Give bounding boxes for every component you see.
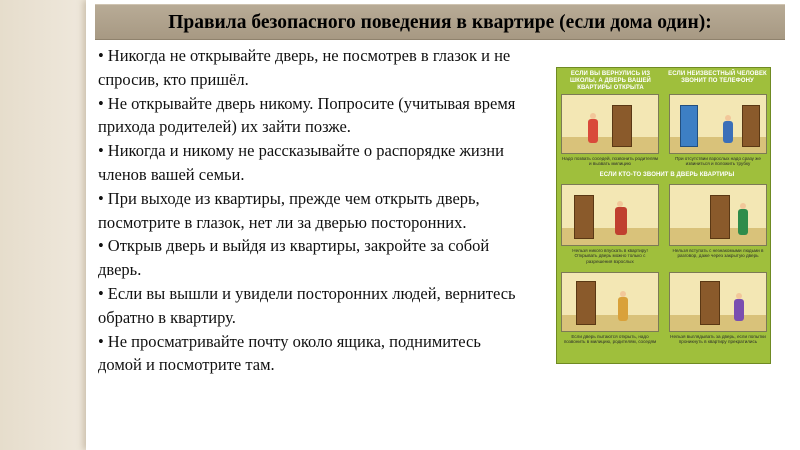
- rule-item: [98, 187, 528, 235]
- bullet-marker: •: [98, 331, 104, 351]
- bullet-marker: •: [98, 283, 104, 303]
- rule-text: Никогда не открывайте дверь, не посмотрев в глазок и не спросив, кто пришёл.: [98, 46, 511, 89]
- rule-item: [98, 92, 528, 140]
- bullet-marker: •: [98, 236, 104, 256]
- poster-header-middle: ЕСЛИ КТО-ТО ЗВОНИТ В ДВЕРЬ КВАРТИРЫ: [599, 172, 735, 178]
- rule-text: При выходе из квартиры, прежде чем открыть дверь, посмотрите в глазок, нет ли за дверью посторонних.: [98, 188, 480, 232]
- poster-caption-3: Нельзя никого впускать в квартиру! Открывать дверь можно только с разрешения взрослых: [572, 248, 648, 264]
- poster-scene-stay-inside: [669, 272, 767, 332]
- rule-text: Никогда и никому не рассказывайте о распорядке жизни членов вашей семьи.: [98, 141, 504, 184]
- rule-item: [98, 282, 528, 330]
- title-bar: [95, 4, 785, 40]
- rule-item: [98, 234, 528, 282]
- rule-text: Если вы вышли и увидели посторонних людей, вернитесь обратно в квартиру.: [98, 283, 516, 327]
- poster-scene-break-in: [561, 272, 659, 332]
- poster-scene-doorbell: [561, 184, 659, 246]
- poster-scene-phone-call: [669, 94, 767, 154]
- bullet-marker: •: [98, 93, 104, 113]
- rule-text: Не просматривайте почту около ящика, поднимитесь домой и посмотрите там.: [98, 331, 481, 375]
- bullet-marker: •: [98, 46, 104, 65]
- rule-item: [98, 330, 528, 378]
- rule-text: Открыв дверь и выйдя из квартиры, закройте за собой дверь.: [98, 236, 490, 280]
- rule-item: [98, 139, 528, 187]
- bullet-marker: •: [98, 188, 104, 208]
- bullet-marker: •: [98, 141, 104, 161]
- poster-header-right: ЕСЛИ НЕИЗВЕСТНЫЙ ЧЕЛОВЕК ЗВОНИТ ПО ТЕЛЕФОНУ: [668, 71, 767, 84]
- poster-caption-1: Надо позвать соседей, позвонить родителям и вызвать милицию: [561, 156, 659, 167]
- decorative-left-band: [0, 0, 86, 450]
- safety-poster-image: [556, 67, 771, 364]
- rule-item: [98, 44, 528, 92]
- rule-text: Не открывайте дверь никому. Попросите (учитывая время прихода родителей) их зайти позже.: [98, 93, 516, 137]
- poster-caption-5: Если дверь пытаются открыть, надо позвонить в милицию, родителям, соседям: [563, 334, 657, 345]
- poster-caption-6: Нельзя выглядывать за дверь, если попытки проникнуть в квартиру прекратились: [670, 334, 766, 345]
- poster-scene-open-door: [561, 94, 659, 154]
- poster-header-left: ЕСЛИ ВЫ ВЕРНУЛИСЬ ИЗ ШКОЛЫ, А ДВЕРЬ ВАШЕЙ КВАРТИРЫ ОТКРЫТА: [570, 71, 651, 91]
- poster-caption-2: При отсутствии взрослых надо сразу же извиниться и положить трубку: [675, 156, 761, 167]
- slide-title: Правила безопасного поведения в квартире (если дома один):: [168, 12, 712, 33]
- poster-scene-stranger-talk: [669, 184, 767, 246]
- rules-list: [98, 44, 528, 377]
- poster-caption-4: Нельзя вступать с незнакомыми людьми в разговор, даже через закрытую дверь: [672, 248, 764, 259]
